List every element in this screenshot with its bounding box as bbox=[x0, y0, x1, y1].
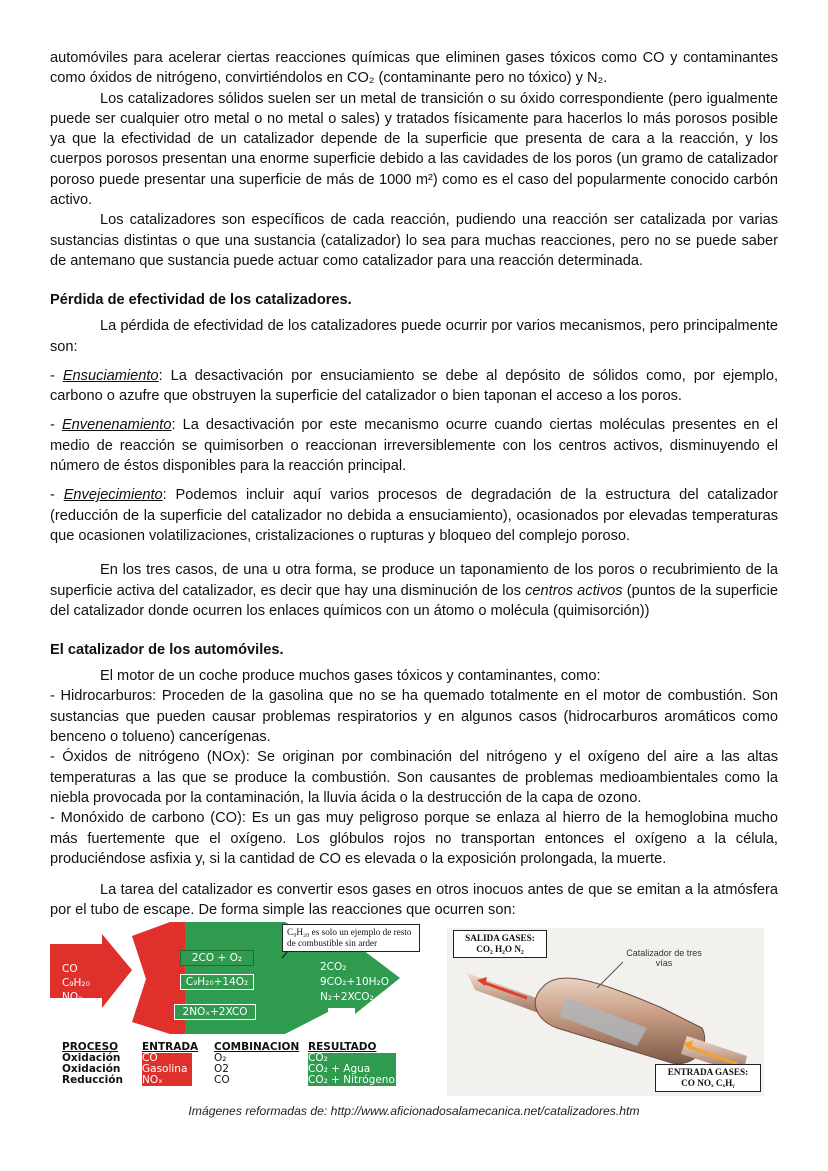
result-co2-h2o: 9CO₂+10H₂O bbox=[320, 976, 390, 988]
header-entrada: ENTRADA bbox=[142, 1041, 199, 1053]
outlet-gases-box bbox=[453, 930, 547, 958]
reaction-c9h20: C₉H₂₀+14O₂ bbox=[180, 974, 254, 990]
inlet-gases: CO NOₓ CₓHᵧ bbox=[681, 1078, 735, 1088]
resultado-row-1: CO₂ bbox=[308, 1053, 396, 1064]
resultado-row-2: CO₂ + Agua bbox=[308, 1064, 396, 1075]
input-c9h20: C₉H₂₀ bbox=[62, 977, 90, 989]
red-block-bottom bbox=[132, 1022, 185, 1034]
item-poisoning bbox=[50, 415, 778, 476]
reaction-co: 2CO + O₂ bbox=[180, 950, 254, 966]
document-body bbox=[50, 48, 778, 921]
entrada-row-3: NOₓ bbox=[142, 1075, 192, 1086]
note-box: C₉H₂₀ es solo un ejemplo de resto de combustible sin arder bbox=[282, 924, 420, 952]
item-hydrocarbons: - Hidrocarburos: Proceden de la gasolina que no se ha quemado totalmente en el motor de combustión. Son sustancias que pueden causar problemas respiratorios y en algunos casos (hidrocarburos aromáticos como benceno o tolueno) cancerígenas. bbox=[50, 688, 778, 746]
result-co2: 2CO₂ bbox=[320, 961, 347, 973]
header-combinacion: COMBINACION bbox=[214, 1041, 300, 1053]
process-row-3: Reducción bbox=[62, 1074, 123, 1086]
header-proceso: PROCESO bbox=[62, 1041, 119, 1053]
input-co: CO bbox=[62, 963, 78, 975]
header-resultado: RESULTADO bbox=[308, 1041, 377, 1053]
outlet-gases: CO₂ H₂O N₂ bbox=[476, 944, 524, 954]
combinacion-row-3: CO bbox=[214, 1074, 230, 1086]
converter-label: Catalizador de tres vías bbox=[626, 948, 702, 968]
paragraph-engine-intro: El motor de un coche produce muchos gases tóxicos y contaminantes, como: bbox=[100, 668, 601, 685]
term-aging: Envejecimiento bbox=[63, 487, 163, 504]
item-carbon-monoxide: - Monóxido de carbono (CO): Es un gas muy peligroso porque se enlaza al hierro de la hemoglobina mucho más fuertemente que el oxígeno. Los glóbulos rojos no transportan entonces el oxígeno a la célula, produciéndose asfixia y, si la cantidad de CO es elevada o la exposición prolongada, la muerte. bbox=[50, 810, 778, 867]
resultado-row-3: CO₂ + Nitrógeno bbox=[308, 1074, 395, 1086]
red-block-top bbox=[132, 922, 185, 936]
item-text: : Podemos incluir aquí varios procesos de degradación de la estructura del catalizador (reducción de la superficie del catalizador no debida a ensuciamiento), ocasionados por elevadas temperaturas que ocasionen volatilizaciones, cristalizaciones o rupturas y bloqueo del complejo poroso. bbox=[50, 487, 778, 544]
reaction-diagram bbox=[50, 922, 424, 1098]
input-nox: NOₓ bbox=[62, 991, 83, 1003]
paragraph-three-cases bbox=[50, 560, 778, 621]
process-row-2: Oxidación bbox=[62, 1063, 121, 1075]
inlet-title: ENTRADA GASES: bbox=[667, 1067, 749, 1077]
converter-illustration bbox=[447, 928, 764, 1096]
entrada-column bbox=[142, 1042, 198, 1086]
term-fouling: Ensuciamiento bbox=[62, 367, 159, 384]
item-text: : La desactivación por ensuciamiento se debe al depósito de sólidos como, por ejemplo, carbono o azufre que obstruyen la superficie del catalizador o bien taponan el acceso a los poros. bbox=[50, 367, 779, 405]
item-aging bbox=[50, 485, 778, 546]
closing-text-a: En los tres casos, de una u otra forma, se produce un taponamiento de los poros o recubrimiento de la superficie activa del catalizador, es decir que hay una disminución de los bbox=[50, 562, 778, 599]
entrada-row-2: Gasolina bbox=[142, 1064, 192, 1075]
outlet-title: SALIDA GASES: bbox=[465, 933, 535, 943]
inlet-gases-box bbox=[655, 1064, 761, 1092]
process-row-1: Oxidación bbox=[62, 1052, 121, 1064]
item-dash: - bbox=[50, 417, 62, 434]
paragraph-catalyst-task: La tarea del catalizador es convertir esos gases en otros inocuos antes de que se emitan a la atmósfera por el tubo de escape. De forma simple las reacciones que ocurren son: bbox=[50, 882, 778, 919]
section-heading-loss: Pérdida de efectividad de los catalizadores. bbox=[50, 292, 352, 309]
reaction-nox: 2NOₓ+2XCO bbox=[174, 1004, 256, 1020]
paragraph-solid-catalysts: Los catalizadores sólidos suelen ser un metal de transición o su óxido correspondiente (pero igualmente puede ser cualquier otro metal o no metal o sales) y tratados físicamente para hacerlos lo más porosos posible ya que la efectividad de un catalizador depende de la superficie que presenta de cara a la reacción, y los cuerpos porosos presentan una enorme superficie debido a las cavidades de los poros (un gramo de catalizador poroso puede presentar una superficie de más de 1000 m²) como es el caso del popularmente conocido carbón activo. bbox=[50, 90, 778, 209]
result-n2: N₂+2XCO₂ bbox=[320, 991, 374, 1003]
combinacion-column bbox=[214, 1042, 299, 1086]
resultado-column bbox=[308, 1042, 396, 1086]
paragraph-intro: automóviles para acelerar ciertas reacciones químicas que eliminen gases tóxicos como CO y contaminantes como óxidos de nitrógeno, convirtiéndolos en CO₂ (contaminante pero no tóxico) y N₂. bbox=[50, 50, 778, 87]
image-caption: Imágenes reformadas de: http://www.aficionadosalamecanica.net/catalizadores.htm bbox=[188, 1104, 640, 1118]
figures-row bbox=[50, 922, 778, 1098]
closing-italic: centros activos bbox=[525, 582, 623, 599]
paragraph-specificity: Los catalizadores son específicos de cada reacción, pudiendo una reacción ser catalizada por varias sustancias distintas o que una sustancia (catalizador) lo sea para muchas reacciones, pero no se puede saber de antemano que sustancia puede actuar como catalizador para una reacción determinada. bbox=[50, 212, 778, 269]
section-heading-automobile: El catalizador de los automóviles. bbox=[50, 642, 284, 659]
term-poisoning: Envenenamiento bbox=[61, 417, 172, 434]
item-nitrogen-oxides: - Óxidos de nitrógeno (NOx): Se originan por combinación del nitrógeno y el oxígeno del aire a las altas temperaturas a las que se produce la combustión. Son causantes de problemas medioambientales como la niebla provocada por la contaminación, la lluvia ácida o la destrucción de la capa de ozono. bbox=[50, 749, 778, 806]
paragraph-loss-intro: La pérdida de efectividad de los catalizadores puede ocurrir por varios mecanismos, pero principalmente son: bbox=[50, 318, 778, 355]
combinacion-row-2: O2 bbox=[214, 1063, 229, 1075]
entrada-row-1: CO bbox=[142, 1053, 192, 1064]
item-dash: - bbox=[50, 367, 63, 384]
item-fouling bbox=[50, 366, 778, 407]
item-text: : La desactivación por este mecanismo ocurre cuando ciertas moléculas presentes en el medio de reacción se quimisorben o reaccionan irreversiblemente con los centros activos, disminuyendo el número de éstos disponibles para la reacción principal. bbox=[50, 417, 778, 475]
process-column bbox=[62, 1042, 123, 1086]
item-dash: - bbox=[50, 487, 64, 504]
combinacion-row-1: O₂ bbox=[214, 1052, 227, 1064]
closing-text-b: (puntos de la superficie del catalizador donde ocurren los enlaces químicos con un átomo o molécula (quimisorción)) bbox=[50, 582, 778, 619]
